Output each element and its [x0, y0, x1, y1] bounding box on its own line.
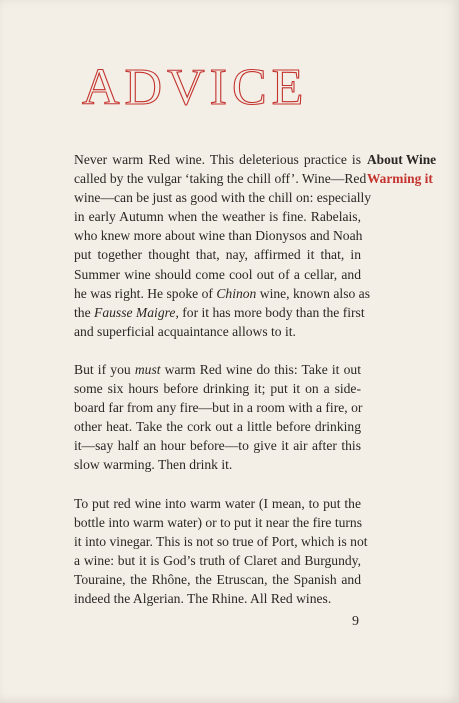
- text-line: Summer wine should come cool out of a cellar, and: [74, 266, 361, 282]
- text-line: put together thought that, nay, affirmed it that, in: [74, 247, 361, 263]
- sidenote-title: About Wine: [367, 152, 437, 167]
- text-line: [74, 284, 371, 303]
- text-line: it—say half an hour before—to give it air after this: [74, 438, 361, 454]
- text-line: who knew more about wine than Dionysos and Noah: [74, 228, 363, 244]
- text-line: [74, 303, 365, 322]
- text-run: warm Red wine do this: Take it out: [160, 361, 361, 377]
- text-line: wine—can be just as good with the chill on: especially: [74, 190, 372, 206]
- page-heading: [80, 52, 340, 116]
- text-line: To put red wine into warm water (I mean, to put the: [74, 495, 361, 511]
- text-run: , for it has more body than the first: [175, 304, 365, 320]
- text-line: [74, 360, 361, 379]
- text-run: wine, known also as: [256, 285, 371, 301]
- paragraph-3: [74, 494, 368, 609]
- text-line: board far from any fire—but in a room with a fire, or: [74, 400, 363, 416]
- italic-term-must: must: [134, 361, 161, 377]
- heading-outline-text: [80, 52, 340, 116]
- text-line: in early Autumn when the weather is fine. Rabelais,: [74, 209, 361, 225]
- text-line: a wine: but it is God’s truth of Claret and Burgundy,: [74, 552, 361, 568]
- text-line: some six hours before drinking it; put it on a side-: [74, 381, 361, 397]
- body-text: [74, 150, 372, 627]
- sidenote-subtitle: Warming it: [367, 171, 433, 187]
- text-line: Never warm Red wine. This deleterious practice is: [74, 152, 361, 167]
- text-run: the: [74, 304, 95, 320]
- text-run: he was right. He spoke of: [74, 285, 217, 301]
- text-line: called by the vulgar ‘taking the chill off’. Wine—Red: [74, 171, 367, 187]
- text-line: bottle into warm water) or to put it near the fire turns: [74, 514, 363, 530]
- text-line: it into vinegar. This is not so true of Port, which is not: [74, 533, 368, 549]
- margin-sidenote: [367, 150, 436, 188]
- italic-term-chinon: Chinon: [216, 285, 257, 301]
- text-line: and superficial acquaintance allows to it.: [74, 323, 296, 339]
- text-line: slow warming. Then drink it.: [74, 457, 233, 473]
- text-run: But if you: [74, 361, 135, 377]
- text-line: Touraine, the Rhône, the Etruscan, the Spanish and: [74, 571, 361, 587]
- page-number: 9: [352, 614, 359, 629]
- italic-term-fausse-maigre: Fausse Maigre: [94, 304, 176, 320]
- text-line: indeed the Algerian. The Rhine. All Red wines.: [74, 590, 332, 606]
- paragraph-1: [74, 150, 372, 341]
- text-line: other heat. Take the cork out a little before drinking: [74, 419, 361, 435]
- paragraph-2: [74, 360, 361, 475]
- heading-text: ADVICE: [82, 59, 309, 116]
